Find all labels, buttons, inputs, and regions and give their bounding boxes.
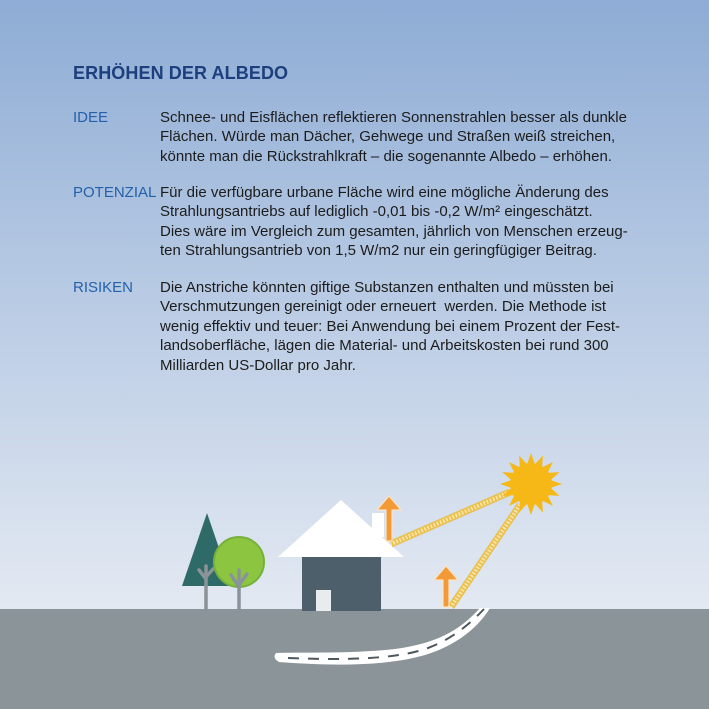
- sun-disc: [510, 463, 552, 505]
- section-text-line: ten Strahlungsantrieb von 1,5 W/m2 nur ein geringfügiger Beitrag.: [160, 242, 597, 260]
- section-text-line: könnte man die Rückstrahlkraft – die sogenannte Albedo – erhöhen.: [160, 147, 612, 165]
- page-title: ERHÖHEN DER ALBEDO: [73, 63, 289, 83]
- section-label-idee: IDEE: [73, 109, 109, 126]
- section-text-line: Schnee- und Eisflächen reflektieren Sonnenstrahlen besser als dunkle: [160, 109, 627, 126]
- section-text-line: Die Anstriche könnten giftige Substanzen enthalten und müssten bei: [160, 279, 614, 296]
- section-text-line: Verschmutzungen gereinigt oder erneuert werden. Die Methode ist: [160, 298, 607, 316]
- section-text-line: wenig effektiv und teuer: Bei Anwendung bei einem Prozent der Fest-: [160, 317, 620, 335]
- section-text-idee: [160, 108, 627, 166]
- section-text-risiken: [160, 278, 620, 375]
- house-wall: [302, 557, 381, 611]
- sun-ray-to-road: [451, 505, 520, 607]
- section-text-line: Für die verfügbare urbane Fläche wird eine mögliche Änderung des: [160, 184, 609, 201]
- section-text-line: Dies wäre im Vergleich zum gesamten, jährlich von Menschen erzeug-: [160, 222, 628, 240]
- section-text-line: Milliarden US-Dollar pro Jahr.: [160, 356, 356, 374]
- deciduous-trunk: [231, 570, 247, 612]
- section-label-potenzial: POTENZIAL: [73, 184, 157, 201]
- section-label-risiken: RISIKEN: [73, 279, 134, 296]
- section-text-potenzial: [160, 183, 628, 261]
- section-text-line: Flächen. Würde man Dächer, Gehwege und Straßen weiß streichen,: [160, 128, 616, 146]
- section-text-line: landsoberfläche, lägen die Material- und Arbeitskosten bei rund 300: [160, 337, 609, 355]
- house-icon: [278, 500, 404, 611]
- sun-icon: [500, 453, 562, 515]
- sun-ray-to-house: [391, 492, 510, 544]
- house-door: [316, 590, 331, 611]
- section-text-line: Strahlungsantriebs auf lediglich -0,01 bis -0,2 W/m² eingeschätzt.: [160, 203, 593, 221]
- conifer-trunk: [199, 566, 213, 610]
